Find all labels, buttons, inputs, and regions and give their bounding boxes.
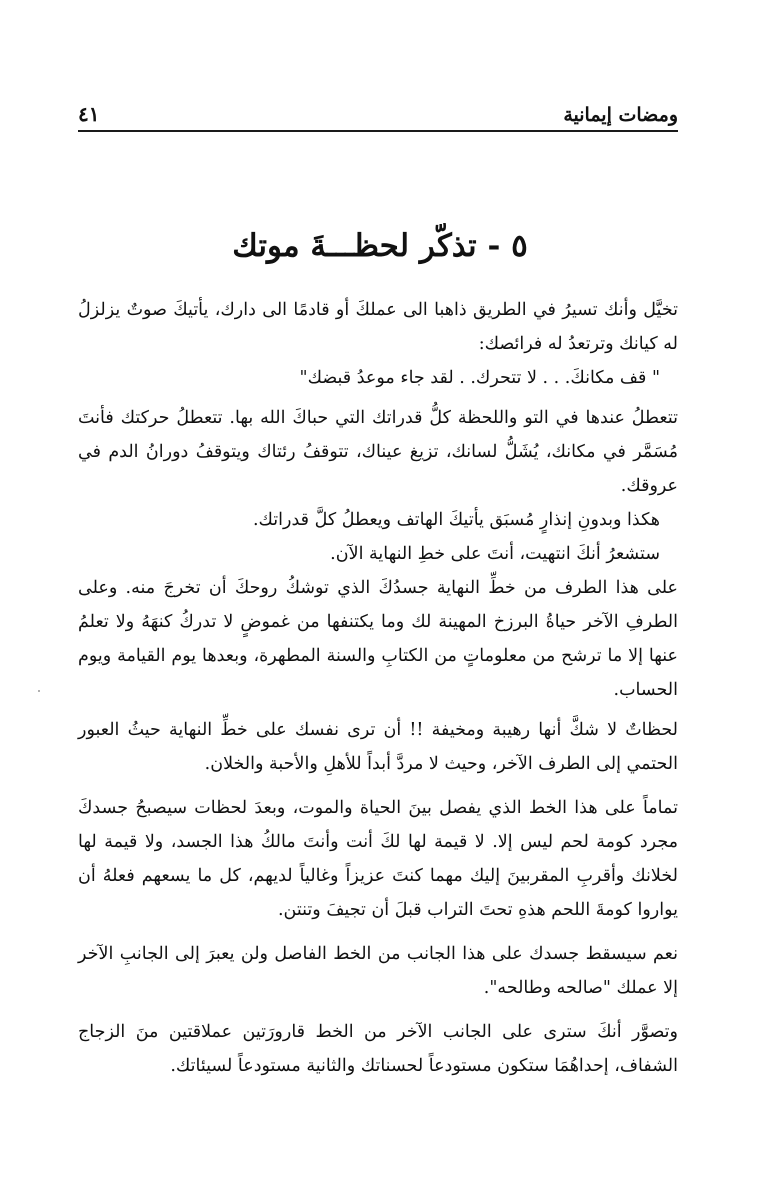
- paragraph: لحظاتٌ لا شكَّ أنها رهيبة ومخيفة !! أن ترى نفسك على خطِّ النهاية حيثُ العبور الحتمي إلى الطرف الآخر، وحيث لا مردَّ أبداً للأهلِ والأحبة والخلان.: [78, 720, 678, 774]
- paragraph: وتصوَّر أنكَ سترى على الجانب الآخر من الخط قارورَتين عملاقتين منَ الزجاج الشفاف، إحداهُمَا ستكون مستودعاً لحسناتك والثانية مستودعاً لسيئاتك.: [78, 1022, 678, 1076]
- page-number: ٤١: [78, 102, 100, 126]
- body-text: [78, 293, 678, 1083]
- paragraph: تتعطلُ عندها في التو واللحظة كلُّ قدراتك التي حباكَ الله بها. تتعطلُ حركتك فأنتَ مُسَمَّر في مكانك، يُشَلُّ لسانك، تزيغ عيناك، تتوقفُ رئتاك ويتوقفُ دورانُ الدم في عروقك.: [78, 408, 678, 496]
- paragraph: ستشعرُ أنكَ انتهيت، أنتَ على خطِ النهاية الآن.: [330, 544, 660, 564]
- paragraph: تماماً على هذا الخط الذي يفصل بينَ الحياة والموت، وبعدَ لحظات سيصبحُ جسدكَ مجرد كومة لحم ليس إلا. لا قيمة لها لكَ أنت وأنتَ مالكُ هذا الجسد، ولا قيمة لها لخلانك وأقربِ المقربينَ إليك مهما كنتَ عزيزاً وغالياً لديهم، كل ما يسعهم فعلهُ أن يواروا كومةَ اللحم هذهِ تحتَ التراب قبلَ أن تجيفَ وتنتن.: [78, 798, 678, 920]
- paragraph: هكذا وبدونِ إنذارٍ مُسبَق يأتيكَ الهاتف ويعطلُ كلَّ قدراتك.: [252, 510, 660, 530]
- paragraph: على هذا الطرف من خطِّ النهاية جسدُكَ الذي توشكُ روحكَ أن تخرجَ منه. وعلى الطرفِ الآخر حياةُ البرزخ المهينة لك وما يكتنفها من غموضٍ لا تدركُ كنهَهُ ولا تعلمُ عنها إلا ما ترشح من معلوماتٍ من الكتابِ والسنة المطهرة، وبعدها يوم القيامة ويوم الحساب.: [78, 578, 678, 700]
- paragraph: تخيَّل وأنك تسيرُ في الطريق ذاهبا الى عملكَ أو قادمًا الى دارك، يأتيكَ صوتٌ يزلزلُ له كيانك وترتعدُ له فرائصك:: [78, 300, 678, 354]
- scan-speck: [38, 690, 40, 692]
- paragraph: نعم سيسقط جسدك على هذا الجانب من الخط الفاصل ولن يعبرَ إلى الجانبِ الآخر إلا عملك "صالحه وطالحه".: [78, 944, 678, 998]
- header-title: ومضات إيمانية: [563, 104, 678, 126]
- running-header: [78, 98, 678, 132]
- paragraph-quote: " قف مكانكَ. . . لا تتحرك. . لقد جاء موعدُ قبضك": [299, 368, 660, 388]
- chapter-heading: ٥ - تذكّر لحظـــةَ موتك: [232, 228, 528, 264]
